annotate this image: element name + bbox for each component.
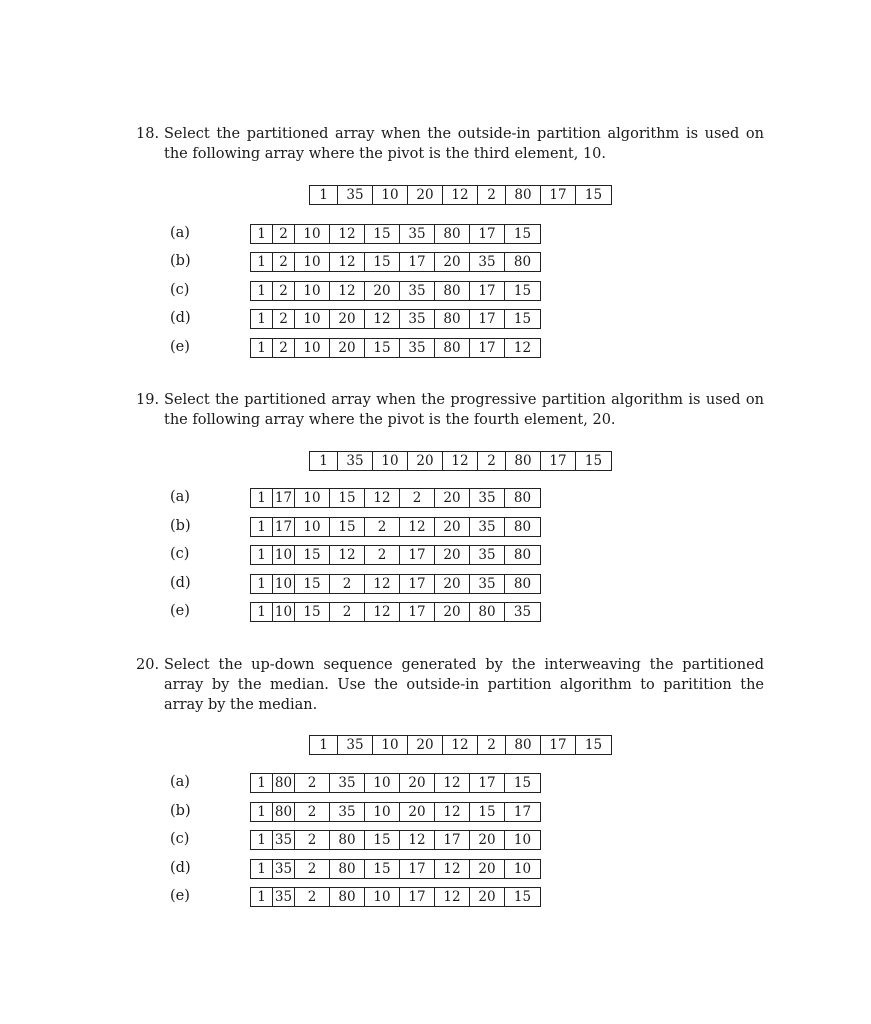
question-20 [136,655,764,715]
question-20-option-d-cell: 80 [330,860,365,878]
question-18-option-b-label: (b) [170,253,191,269]
question-19-input-cell: 10 [373,452,408,470]
question-20-option-d-cell: 17 [400,860,435,878]
question-19-option-e-cell: 17 [400,603,435,621]
question-20-option-e-cell: 80 [330,888,365,906]
question-19-option-e-cell: 10 [273,603,295,621]
question-19-input-cell: 17 [541,452,576,470]
question-19-option-b-cell: 1 [251,518,273,536]
question-19-option-b-cell: 15 [330,518,365,536]
question-20-input-cell: 1 [310,736,338,754]
question-19-option-d-cell: 17 [400,575,435,593]
question-20-option-e-cell: 17 [400,888,435,906]
question-19-option-b-cell: 80 [513,519,532,535]
question-20-option-b-cell: 15 [470,803,505,821]
question-20-option-d-cell: 12 [435,860,470,878]
question-20-option-c-cell: 17 [435,831,470,849]
question-19-option-a-array [250,488,541,508]
question-18-input-cell: 15 [584,187,603,203]
question-20-option-a-cell: 80 [273,774,295,792]
question-18-number: 18. [136,126,160,142]
question-18-option-e-cell: 80 [435,339,470,357]
question-19-option-a-cell: 80 [513,490,532,506]
question-19-option-a-label: (a) [170,489,190,505]
question-19-prompt: Select the partitioned array when the progressive partition algorithm is used on the following array where the pivot is the fourth element, 20. [164,392,764,428]
question-20-option-e-cell: 10 [365,888,400,906]
question-20-option-a-cell: 17 [470,774,505,792]
question-20-option-e-cell: 20 [470,888,505,906]
question-19-text-block [136,390,764,430]
question-18-option-e-cell: 15 [365,339,400,357]
question-19-option-d-cell: 15 [295,575,330,593]
question-18-option-c-label: (c) [170,282,190,298]
question-18-option-e-cell: 1 [251,339,273,357]
question-19-option-e-cell: 20 [435,603,470,621]
question-18-input-cell: 80 [506,186,541,204]
question-18-option-c-array [250,281,541,301]
question-18-option-d-cell: 12 [365,310,400,328]
question-20-option-a-cell: 15 [513,775,532,791]
question-19-input-cell: 12 [443,452,478,470]
question-20-option-c-array [250,830,541,850]
question-19-option-e-label: (e) [170,603,190,619]
question-19-input-cell: 15 [584,453,603,469]
question-18-input-cell: 20 [408,186,443,204]
question-18-option-c-cell: 20 [365,282,400,300]
question-19-option-e-cell: 12 [365,603,400,621]
question-18-input-cell: 35 [338,186,373,204]
question-20-input-array [309,735,612,755]
question-18-input-array [309,185,612,205]
question-19-option-a-cell: 35 [470,489,505,507]
question-20-option-d-cell: 35 [273,860,295,878]
question-18-option-c-cell: 1 [251,282,273,300]
question-19-input-cell: 20 [408,452,443,470]
question-19-option-d-cell: 80 [513,576,532,592]
question-18-option-d-cell: 80 [435,310,470,328]
question-18-input-cell: 17 [541,186,576,204]
question-19-option-b-label: (b) [170,518,191,534]
question-20-option-c-cell: 80 [330,831,365,849]
question-20-number: 20. [136,657,160,673]
question-20-option-a-array [250,773,541,793]
question-20-option-c-cell: 2 [295,831,330,849]
question-20-option-c-cell: 35 [273,831,295,849]
question-18-option-b-cell: 35 [470,253,505,271]
question-18-option-c-cell: 2 [273,282,295,300]
question-18-input-cell: 1 [310,186,338,204]
question-18-option-a-cell: 15 [365,225,400,243]
question-20-input-cell: 12 [443,736,478,754]
question-19-option-a-cell: 17 [273,489,295,507]
question-18-option-d-cell: 17 [470,310,505,328]
question-18-input-cell: 12 [443,186,478,204]
question-18-option-b-cell: 2 [273,253,295,271]
question-20-option-b-cell: 80 [273,803,295,821]
question-19-option-a-cell: 12 [365,489,400,507]
question-20-input-cell: 35 [338,736,373,754]
question-18-option-b-cell: 10 [295,253,330,271]
question-18-option-d-cell: 20 [330,310,365,328]
question-18-option-a-cell: 1 [251,225,273,243]
question-20-input-cell: 80 [506,736,541,754]
question-19-option-d-cell: 2 [330,575,365,593]
question-20-option-a-label: (a) [170,774,190,790]
question-20-option-a-cell: 2 [295,774,330,792]
question-18-option-a-cell: 35 [400,225,435,243]
question-20-option-c-label: (c) [170,831,190,847]
question-18-option-b-cell: 1 [251,253,273,271]
question-20-option-b-cell: 1 [251,803,273,821]
question-19-option-c-cell: 15 [295,546,330,564]
question-20-option-e-cell: 1 [251,888,273,906]
question-20-option-e-array [250,887,541,907]
question-20-option-e-cell: 12 [435,888,470,906]
question-19-option-d-array [250,574,541,594]
question-20-input-cell: 17 [541,736,576,754]
question-20-option-e-label: (e) [170,888,190,904]
question-18-input-cell: 10 [373,186,408,204]
question-20-option-c-cell: 10 [513,832,532,848]
question-19-number: 19. [136,392,160,408]
question-19-option-d-cell: 20 [435,575,470,593]
question-19-option-c-cell: 35 [470,546,505,564]
question-20-option-a-cell: 12 [435,774,470,792]
question-20-option-a-cell: 1 [251,774,273,792]
question-19-input-cell: 2 [478,452,506,470]
question-18-option-e-cell: 12 [513,340,532,356]
question-19-option-b-cell: 17 [273,518,295,536]
question-19-option-d-cell: 10 [273,575,295,593]
question-19-option-e-cell: 15 [295,603,330,621]
question-20-text-block [136,655,764,715]
question-20-option-a-cell: 10 [365,774,400,792]
question-18-option-d-array [250,309,541,329]
question-19-option-d-label: (d) [170,575,191,591]
question-18-input-cell: 2 [478,186,506,204]
question-20-option-c-cell: 1 [251,831,273,849]
question-18-option-a-cell: 80 [435,225,470,243]
question-19-option-d-cell: 12 [365,575,400,593]
question-19-option-d-cell: 1 [251,575,273,593]
question-18-option-a-label: (a) [170,225,190,241]
question-19-option-b-cell: 12 [400,518,435,536]
question-20-option-e-cell: 15 [513,889,532,905]
question-19-option-c-label: (c) [170,546,190,562]
question-19-input-array [309,451,612,471]
question-18-option-e-cell: 17 [470,339,505,357]
question-18-option-c-cell: 80 [435,282,470,300]
question-20-option-b-cell: 20 [400,803,435,821]
question-18-option-c-cell: 15 [513,283,532,299]
question-19-option-a-cell: 10 [295,489,330,507]
question-18-option-a-cell: 17 [470,225,505,243]
question-18-option-c-cell: 35 [400,282,435,300]
question-19-input-cell: 1 [310,452,338,470]
question-18-option-e-cell: 2 [273,339,295,357]
question-19-option-e-cell: 80 [470,603,505,621]
question-18-option-e-label: (e) [170,339,190,355]
question-18-option-c-cell: 17 [470,282,505,300]
question-19-option-b-cell: 10 [295,518,330,536]
question-20-input-cell: 15 [584,737,603,753]
question-18-prompt: Select the partitioned array when the outside-in partition algorithm is used on the following array where the pivot is the third element, 10. [164,126,764,162]
question-18-option-a-cell: 2 [273,225,295,243]
question-20-option-c-cell: 20 [470,831,505,849]
question-19-option-b-cell: 2 [365,518,400,536]
question-20-prompt: Select the up-down sequence generated by the interweaving the partitioned array by the median. Use the outside-in partition algorithm to paritition the array by the median. [164,657,764,713]
question-18-option-b-cell: 20 [435,253,470,271]
question-19-option-a-cell: 15 [330,489,365,507]
question-18-option-a-cell: 15 [513,226,532,242]
question-20-option-a-cell: 35 [330,774,365,792]
question-18-option-d-cell: 10 [295,310,330,328]
question-18-option-c-cell: 12 [330,282,365,300]
question-19 [136,390,764,430]
question-19-option-c-cell: 1 [251,546,273,564]
question-19-option-c-cell: 20 [435,546,470,564]
question-18-option-c-cell: 10 [295,282,330,300]
question-19-option-c-cell: 80 [513,547,532,563]
question-20-option-a-cell: 20 [400,774,435,792]
question-20-option-d-cell: 2 [295,860,330,878]
question-18-text-block [136,124,764,164]
question-20-option-b-cell: 2 [295,803,330,821]
question-18-option-d-cell: 15 [513,311,532,327]
question-18-option-a-cell: 12 [330,225,365,243]
question-20-option-c-cell: 12 [400,831,435,849]
question-19-option-b-cell: 20 [435,518,470,536]
question-19-option-a-cell: 1 [251,489,273,507]
question-20-input-cell: 10 [373,736,408,754]
question-20-option-d-cell: 10 [513,861,532,877]
question-20-option-d-label: (d) [170,860,191,876]
question-18-option-e-cell: 35 [400,339,435,357]
question-20-option-b-cell: 10 [365,803,400,821]
question-19-option-c-array [250,545,541,565]
question-19-option-c-cell: 2 [365,546,400,564]
question-19-option-e-array [250,602,541,622]
question-20-option-b-cell: 17 [513,804,532,820]
question-20-option-b-label: (b) [170,803,191,819]
question-20-option-d-cell: 20 [470,860,505,878]
question-20-option-c-cell: 15 [365,831,400,849]
question-20-option-e-cell: 2 [295,888,330,906]
question-18-option-d-cell: 2 [273,310,295,328]
question-19-option-b-array [250,517,541,537]
question-20-option-b-cell: 12 [435,803,470,821]
question-19-option-c-cell: 17 [400,546,435,564]
question-19-input-cell: 80 [506,452,541,470]
question-20-option-d-cell: 15 [365,860,400,878]
question-19-option-a-cell: 20 [435,489,470,507]
question-19-option-c-cell: 12 [330,546,365,564]
question-18-option-d-cell: 35 [400,310,435,328]
question-18-option-e-cell: 20 [330,339,365,357]
question-18-option-e-cell: 10 [295,339,330,357]
question-20-input-cell: 2 [478,736,506,754]
question-19-input-cell: 35 [338,452,373,470]
question-19-option-e-cell: 35 [513,604,532,620]
question-19-option-a-cell: 2 [400,489,435,507]
question-18-option-a-array [250,224,541,244]
question-20-option-b-cell: 35 [330,803,365,821]
question-18-option-b-cell: 17 [400,253,435,271]
question-20-option-e-cell: 35 [273,888,295,906]
question-18-option-a-cell: 10 [295,225,330,243]
question-19-option-c-cell: 10 [273,546,295,564]
question-19-option-e-cell: 2 [330,603,365,621]
question-18-option-b-cell: 15 [365,253,400,271]
question-18 [136,124,764,164]
question-20-input-cell: 20 [408,736,443,754]
question-18-option-e-array [250,338,541,358]
question-20-option-d-array [250,859,541,879]
question-18-option-b-cell: 12 [330,253,365,271]
question-18-option-b-cell: 80 [513,254,532,270]
question-18-option-d-label: (d) [170,310,191,326]
question-19-option-e-cell: 1 [251,603,273,621]
question-18-option-b-array [250,252,541,272]
question-20-option-b-array [250,802,541,822]
question-20-option-d-cell: 1 [251,860,273,878]
question-18-option-d-cell: 1 [251,310,273,328]
question-19-option-b-cell: 35 [470,518,505,536]
question-19-option-d-cell: 35 [470,575,505,593]
